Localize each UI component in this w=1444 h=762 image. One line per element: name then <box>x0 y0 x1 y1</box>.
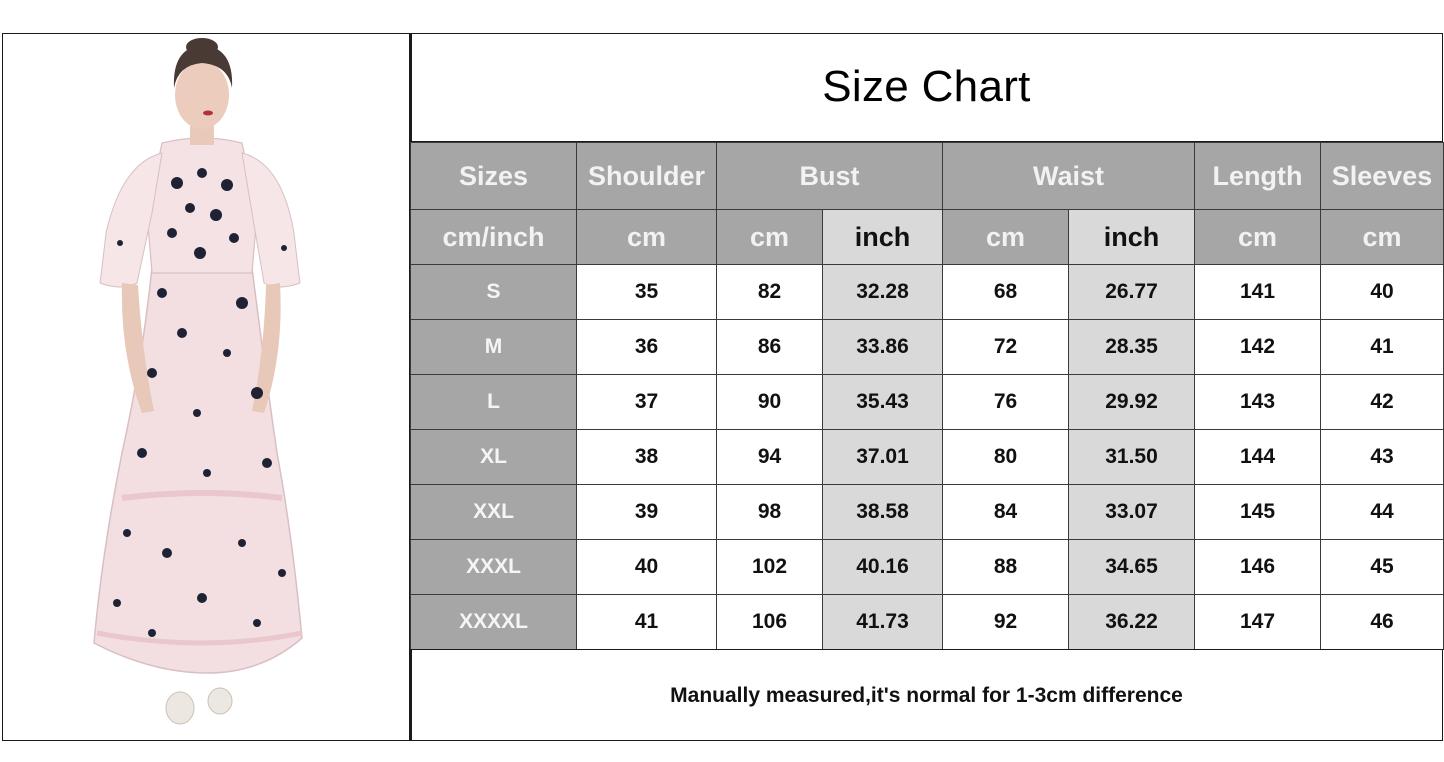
size-label: XXXXL <box>411 595 577 650</box>
header-bust: Bust <box>717 143 943 210</box>
shoulder-cm: 40 <box>577 540 717 595</box>
waist-inch: 36.22 <box>1069 595 1195 650</box>
length-cm: 145 <box>1195 485 1321 540</box>
sleeves-cm: 41 <box>1321 320 1444 375</box>
waist-cm: 80 <box>943 430 1069 485</box>
chart-title: Size Chart <box>822 62 1031 111</box>
table-row <box>411 595 1444 650</box>
waist-inch: 28.35 <box>1069 320 1195 375</box>
header-shoulder: Shoulder <box>577 143 717 210</box>
size-table <box>410 142 1444 650</box>
shoulder-cm: 41 <box>577 595 717 650</box>
size-label: L <box>411 375 577 430</box>
size-label: XXXL <box>411 540 577 595</box>
bust-cm: 82 <box>717 265 823 320</box>
bust-cm: 98 <box>717 485 823 540</box>
unit-shoulder: cm <box>577 210 717 265</box>
waist-cm: 72 <box>943 320 1069 375</box>
shoulder-cm: 39 <box>577 485 717 540</box>
header-row <box>411 143 1444 210</box>
sleeves-cm: 43 <box>1321 430 1444 485</box>
shoulder-cm: 38 <box>577 430 717 485</box>
sleeves-cm: 44 <box>1321 485 1444 540</box>
bust-inch: 40.16 <box>823 540 943 595</box>
title-row <box>410 33 1443 142</box>
bust-cm: 94 <box>717 430 823 485</box>
bust-cm: 102 <box>717 540 823 595</box>
length-cm: 146 <box>1195 540 1321 595</box>
length-cm: 144 <box>1195 430 1321 485</box>
unit-length: cm <box>1195 210 1321 265</box>
waist-cm: 88 <box>943 540 1069 595</box>
shoulder-cm: 35 <box>577 265 717 320</box>
bust-inch: 32.28 <box>823 265 943 320</box>
bust-inch: 41.73 <box>823 595 943 650</box>
note-row <box>410 649 1443 741</box>
table-row <box>411 320 1444 375</box>
waist-cm: 92 <box>943 595 1069 650</box>
sleeves-cm: 40 <box>1321 265 1444 320</box>
unit-sleeves: cm <box>1321 210 1444 265</box>
waist-cm: 76 <box>943 375 1069 430</box>
unit-waist-cm: cm <box>943 210 1069 265</box>
length-cm: 141 <box>1195 265 1321 320</box>
size-chart-panel <box>410 33 1443 741</box>
bust-inch: 35.43 <box>823 375 943 430</box>
shoulder-cm: 37 <box>577 375 717 430</box>
sleeves-cm: 45 <box>1321 540 1444 595</box>
bust-inch: 37.01 <box>823 430 943 485</box>
measurement-note: Manually measured,it's normal for 1-3cm difference <box>670 683 1183 707</box>
waist-inch: 33.07 <box>1069 485 1195 540</box>
table-row <box>411 540 1444 595</box>
bust-cm: 106 <box>717 595 823 650</box>
bust-cm: 86 <box>717 320 823 375</box>
unit-waist-inch: inch <box>1069 210 1195 265</box>
unit-cm-inch: cm/inch <box>411 210 577 265</box>
waist-inch: 29.92 <box>1069 375 1195 430</box>
length-cm: 142 <box>1195 320 1321 375</box>
size-label: M <box>411 320 577 375</box>
bust-inch: 33.86 <box>823 320 943 375</box>
table-row <box>411 485 1444 540</box>
bust-inch: 38.58 <box>823 485 943 540</box>
waist-cm: 84 <box>943 485 1069 540</box>
header-length: Length <box>1195 143 1321 210</box>
shoulder-cm: 36 <box>577 320 717 375</box>
table-row <box>411 375 1444 430</box>
model-dress-illustration <box>2 33 410 741</box>
size-label: XL <box>411 430 577 485</box>
waist-inch: 34.65 <box>1069 540 1195 595</box>
size-label: S <box>411 265 577 320</box>
header-waist: Waist <box>943 143 1195 210</box>
waist-inch: 31.50 <box>1069 430 1195 485</box>
unit-bust-cm: cm <box>717 210 823 265</box>
unit-bust-inch: inch <box>823 210 943 265</box>
size-label: XXL <box>411 485 577 540</box>
length-cm: 143 <box>1195 375 1321 430</box>
length-cm: 147 <box>1195 595 1321 650</box>
waist-cm: 68 <box>943 265 1069 320</box>
sleeves-cm: 42 <box>1321 375 1444 430</box>
table-row <box>411 265 1444 320</box>
header-sizes: Sizes <box>411 143 577 210</box>
table-row <box>411 430 1444 485</box>
sleeves-cm: 46 <box>1321 595 1444 650</box>
product-photo <box>2 33 410 741</box>
header-sleeves: Sleeves <box>1321 143 1444 210</box>
bust-cm: 90 <box>717 375 823 430</box>
unit-row <box>411 210 1444 265</box>
waist-inch: 26.77 <box>1069 265 1195 320</box>
